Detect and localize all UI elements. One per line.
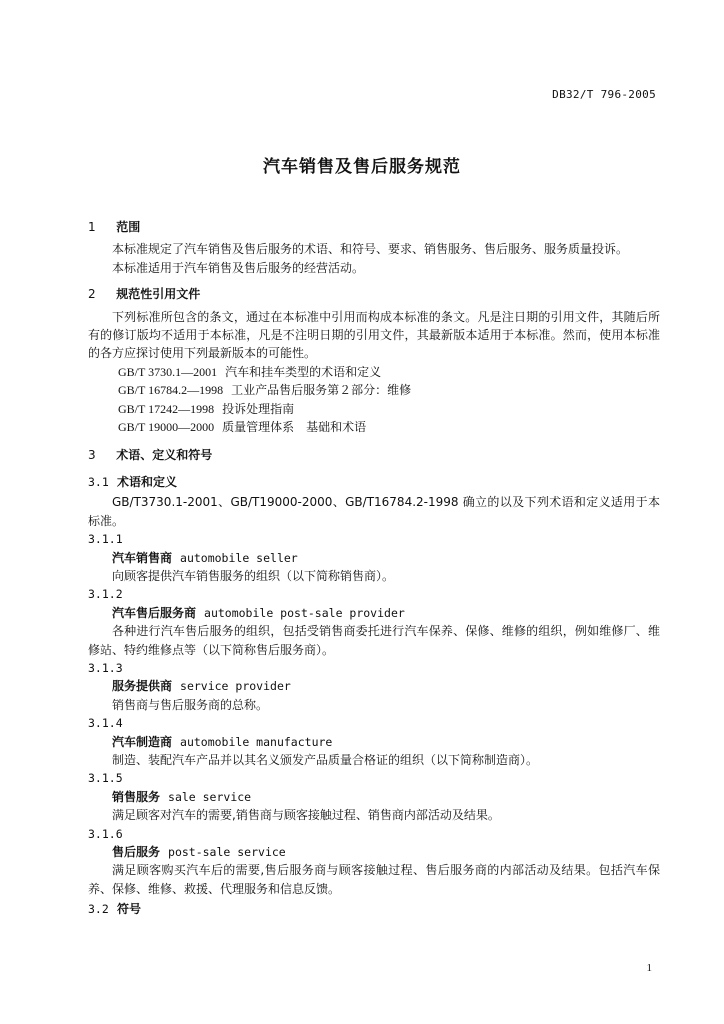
- section-3-heading: [88, 446, 660, 464]
- term-definition: 各种进行汽车售后服务的组织，包括受销售商委托进行汽车保养、保修、维修的组织，例如维修厂、维修站、特约维修点等（以下简称售后服务商）。: [88, 624, 660, 657]
- reference-title: 质量管理体系 基础和术语: [222, 420, 367, 435]
- term-chinese: 售后服务: [112, 845, 161, 859]
- subsection-number: 3.2: [88, 902, 109, 917]
- term-heading: [88, 549, 660, 567]
- term-chinese: 汽车制造商: [112, 734, 173, 749]
- term-heading: [88, 843, 660, 861]
- reference-code: GB/T 19000—2000: [118, 420, 215, 435]
- subsection-3-2-heading: [88, 900, 660, 918]
- reference-item: [88, 363, 660, 381]
- term-english: post-sale service: [168, 845, 286, 859]
- section-title: 术语、定义和符号: [116, 448, 213, 463]
- subsection-number: 3.1: [88, 474, 109, 489]
- term-number: 3.1.1: [88, 532, 123, 547]
- section-number: 1: [88, 220, 96, 234]
- section-number: 3: [88, 448, 96, 463]
- term-heading: [88, 677, 660, 695]
- document-code: DB32/T 796-2005: [552, 88, 656, 101]
- term-number: 3.1.3: [88, 660, 123, 675]
- section-1-heading: [88, 218, 660, 236]
- reference-item: [88, 381, 660, 399]
- section-title: 规范性引用文件: [116, 287, 201, 302]
- section-number: 2: [88, 287, 96, 302]
- paragraph: GB/T3730.1-2001、GB/T19000-2000、GB/T16784.2-1998 确立的以及下列术语和定义适用于本标准。: [88, 495, 660, 528]
- term-english: sale service: [168, 789, 252, 804]
- term-number: 3.1.5: [88, 771, 123, 786]
- paragraph: 本标准适用于汽车销售及售后服务的经营活动。: [112, 260, 365, 275]
- term-heading: [88, 788, 660, 806]
- term-heading: [88, 733, 660, 751]
- term-english: automobile manufacture: [180, 734, 333, 749]
- reference-item: [88, 400, 660, 418]
- reference-code: GB/T 16784.2—1998: [118, 383, 224, 398]
- term-heading: [88, 604, 660, 622]
- term-definition: 制造、装配汽车产品并以其名义颁发产品质量合格证的组织（以下简称制造商）。: [112, 752, 539, 767]
- reference-title: 投诉处理指南: [222, 401, 295, 416]
- term-definition: 向顾客提供汽车销售服务的组织（以下简称销售商）。: [112, 568, 395, 583]
- term-definition: 销售商与售后服务商的总称。: [112, 697, 269, 712]
- paragraph: 下列标准所包含的条文，通过在本标准中引用而构成本标准的条文。凡是注日期的引用文件，其随后所有的修订版均不适用于本标准，凡是不注明日期的引用文件，其最新版本适用于本标准。然而，使用本标准的各方应探讨使用下列最新版本的可能性。: [88, 309, 660, 361]
- term-number: 3.1.2: [88, 587, 123, 602]
- section-title: 范围: [116, 220, 141, 234]
- reference-title: 工业产品售后服务第２部分：维修: [231, 383, 412, 398]
- reference-title: 汽车和挂车类型的术语和定义: [225, 364, 382, 379]
- page-number: 1: [646, 962, 652, 974]
- section-2-heading: [88, 285, 660, 303]
- subsection-title: 符号: [116, 902, 141, 917]
- term-definition: 满足顾客购买汽车后的需要,售后服务商与顾客接触过程、售后服务商的内部活动及结果。包括汽车保养、保修、维修、救援、代理服务和信息反馈。: [88, 863, 660, 896]
- document-body: [88, 212, 660, 921]
- term-chinese: 销售服务: [112, 789, 161, 804]
- reference-code: GB/T 17242—1998: [118, 401, 215, 416]
- reference-code: GB/T 3730.1—2001: [118, 364, 218, 379]
- term-definition: 满足顾客对汽车的需要,销售商与顾客接触过程、销售商内部活动及结果。: [112, 808, 500, 823]
- term-chinese: 汽车销售商: [112, 550, 173, 565]
- subsection-title: 术语和定义: [116, 474, 177, 489]
- term-english: automobile post-sale provider: [204, 605, 405, 620]
- term-number: 3.1.4: [88, 716, 123, 731]
- term-chinese: 汽车售后服务商: [112, 605, 197, 620]
- term-number: 3.1.6: [88, 826, 123, 841]
- paragraph: 本标准规定了汽车销售及售后服务的术语、和符号、要求、销售服务、售后服务、服务质量投诉。: [112, 242, 629, 257]
- subsection-3-1-heading: [88, 473, 660, 491]
- term-chinese: 服务提供商: [112, 679, 173, 694]
- term-english: service provider: [180, 679, 291, 694]
- document-title: 汽车销售及售后服务规范: [263, 157, 461, 177]
- term-english: automobile seller: [180, 550, 298, 565]
- reference-item: [88, 418, 660, 436]
